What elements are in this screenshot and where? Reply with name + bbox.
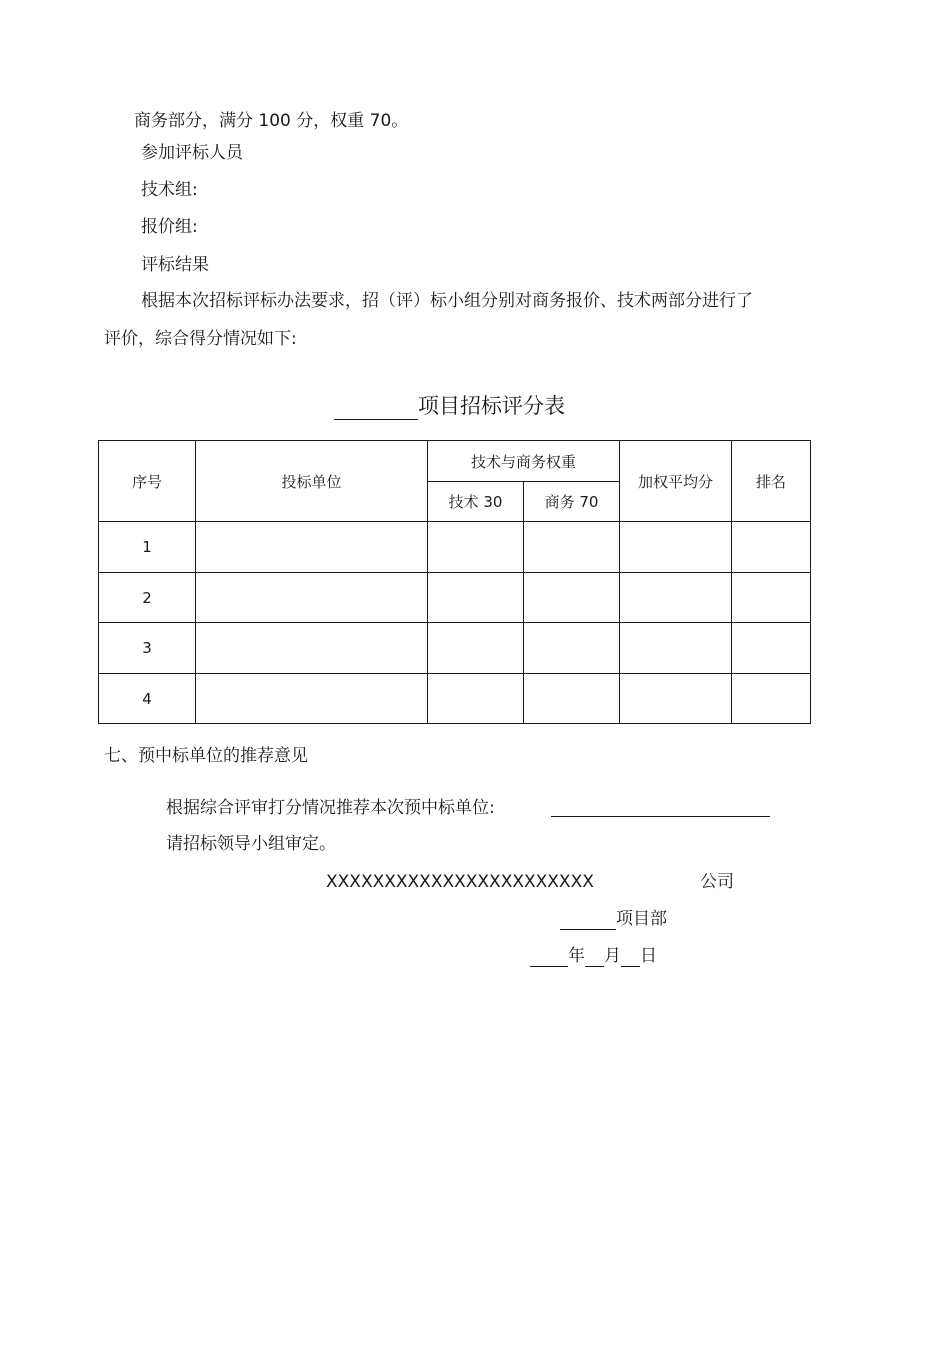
month-label: 月 [604, 946, 621, 966]
cell-bidder[interactable] [196, 522, 428, 573]
approve-text: 请招标领导小组审定。 [166, 834, 336, 854]
cell-tech[interactable] [428, 623, 524, 674]
header-weighted-avg: 加权平均分 [620, 441, 732, 522]
day-label: 日 [640, 946, 657, 966]
intro-line-price-group: 报价组: [141, 217, 198, 237]
cell-tech[interactable] [428, 573, 524, 623]
cell-rank[interactable] [732, 674, 811, 724]
header-weight-group: 技术与商务权重 [428, 441, 620, 482]
dept-line [560, 908, 667, 930]
dept-label: 项目部 [616, 909, 667, 929]
intro-line-evaluators: 参加评标人员 [141, 143, 243, 163]
table-title-text: 项目招标评分表 [418, 394, 565, 418]
date-line [530, 945, 657, 967]
cell-business[interactable] [524, 623, 620, 674]
year-label: 年 [568, 946, 585, 966]
cell-rank[interactable] [732, 623, 811, 674]
cell-bidder[interactable] [196, 674, 428, 724]
cell-weighted-avg[interactable] [620, 674, 732, 724]
cell-bidder[interactable] [196, 573, 428, 623]
month-blank[interactable] [585, 946, 604, 967]
header-tech: 技术 30 [428, 482, 524, 522]
cell-tech[interactable] [428, 674, 524, 724]
cell-weighted-avg[interactable] [620, 623, 732, 674]
project-name-blank [334, 399, 418, 420]
row-seq: 4 [99, 674, 196, 724]
company-suffix: 公司 [700, 872, 734, 892]
header-bidder: 投标单位 [196, 441, 428, 522]
day-blank[interactable] [621, 946, 640, 967]
table-title [334, 392, 565, 420]
intro-paragraph-line2: 评价，综合得分情况如下: [104, 329, 297, 349]
row-seq: 2 [99, 573, 196, 623]
cell-tech[interactable] [428, 522, 524, 573]
table-row [99, 623, 811, 674]
dept-blank[interactable] [560, 909, 616, 930]
header-business: 商务 70 [524, 482, 620, 522]
cell-business[interactable] [524, 674, 620, 724]
recommend-text: 根据综合评审打分情况推荐本次预中标单位: [166, 798, 495, 818]
company-name: XXXXXXXXXXXXXXXXXXXXXXX [326, 872, 594, 892]
row-seq: 3 [99, 623, 196, 674]
table-row [99, 573, 811, 623]
header-seq: 序号 [99, 441, 196, 522]
cell-weighted-avg[interactable] [620, 573, 732, 623]
intro-paragraph-line1: 根据本次招标评标办法要求，招（评）标小组分别对商务报价、技术两部分进行了 [141, 291, 753, 311]
intro-line-business-score: 商务部分，满分 100 分，权重 70。 [134, 111, 409, 131]
cell-business[interactable] [524, 522, 620, 573]
cell-rank[interactable] [732, 522, 811, 573]
row-seq: 1 [99, 522, 196, 573]
table-row [99, 522, 811, 573]
cell-bidder[interactable] [196, 623, 428, 674]
table-row [99, 674, 811, 724]
table-header-row [99, 441, 811, 482]
year-blank[interactable] [530, 946, 568, 967]
cell-weighted-avg[interactable] [620, 522, 732, 573]
intro-line-result-heading: 评标结果 [141, 255, 209, 275]
cell-rank[interactable] [732, 573, 811, 623]
section7-heading: 七、预中标单位的推荐意见 [104, 746, 308, 766]
intro-line-tech-group: 技术组: [141, 180, 198, 200]
recommended-bidder-blank[interactable] [551, 816, 770, 817]
score-table [98, 440, 811, 724]
cell-business[interactable] [524, 573, 620, 623]
header-rank: 排名 [732, 441, 811, 522]
